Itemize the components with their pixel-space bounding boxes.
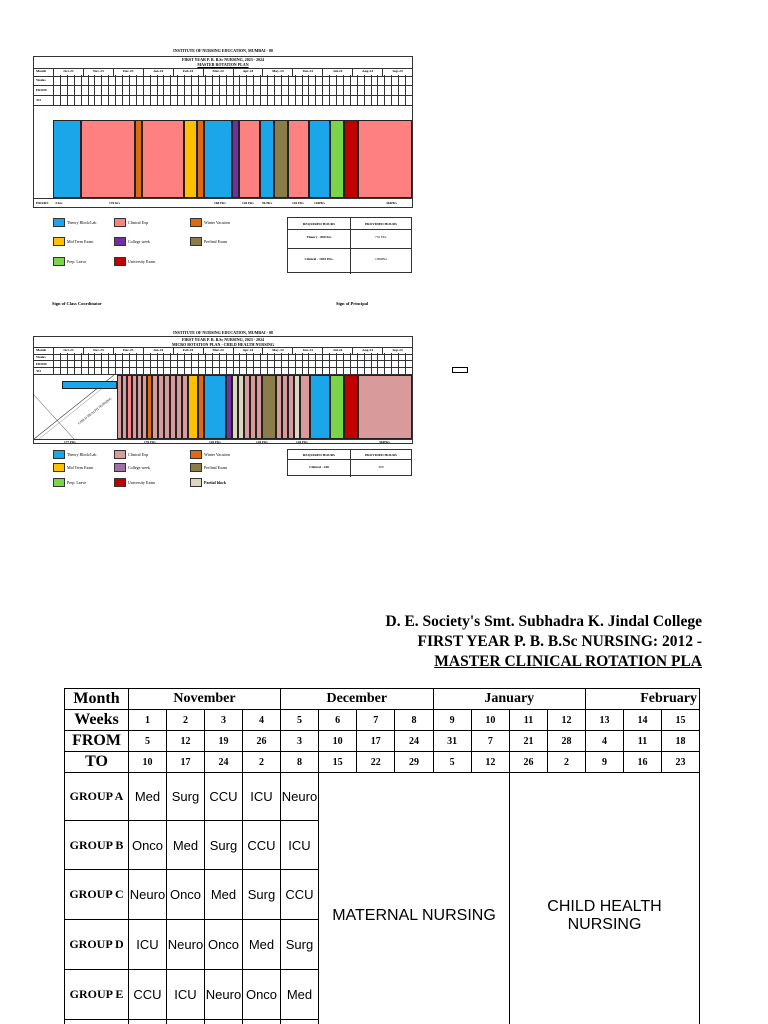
hours1-theory-prov: 735 Hrs. — [374, 235, 388, 239]
mini-month-label: Jun-24 — [292, 348, 322, 354]
month-label: Month — [65, 689, 129, 710]
hours1-required-header: REQUIRED HOURS — [302, 222, 336, 226]
from-cell: 17 — [357, 731, 395, 752]
weeks-cell: 3 — [205, 710, 243, 731]
mini-month-label: May-24 — [262, 348, 292, 354]
mini-month-label: Dec-23 — [113, 69, 143, 76]
weeks-label: Weeks — [65, 710, 129, 731]
legend2-midterm: Mid Term Exam — [67, 465, 94, 470]
group-a-cell: Neuro — [281, 773, 319, 821]
group-f-cell — [129, 1020, 167, 1024]
weeks-cell: 15 — [662, 710, 700, 731]
legend2-prefinal: Prefinal Exam — [204, 465, 227, 470]
legend2-university: University Exam — [128, 480, 156, 485]
group-b-cell: Med — [167, 821, 205, 870]
maternal-nursing-block: MATERNAL NURSING — [319, 773, 510, 1024]
from-cell: 3 — [281, 731, 319, 752]
from-cell: 18 — [662, 731, 700, 752]
group-b-cell: ICU — [281, 821, 319, 870]
from-cell: 26 — [243, 731, 281, 752]
group-e-cell: ICU — [167, 970, 205, 1020]
mini-month-label: Feb-24 — [173, 69, 203, 76]
child-health-nursing-block: CHILD HEALTH NURSING — [510, 773, 700, 1024]
chart1-hours-3: 126 Hrs — [242, 201, 254, 205]
sign-class-coordinator: Sign of Class Coordinator — [52, 301, 102, 306]
weeks-cell: 4 — [243, 710, 281, 731]
mini-month-label: Feb-24 — [173, 348, 203, 354]
to-label: TO — [65, 752, 129, 773]
group-e-cell: Neuro — [205, 970, 243, 1020]
chart2-diag-text: CHILD HEALTH NURSING — [77, 396, 113, 426]
to-cell: 10 — [129, 752, 167, 773]
to-cell: 8 — [281, 752, 319, 773]
mini-month-label: Oct-23 — [53, 69, 83, 76]
legend-prep: Prep. Leave — [67, 259, 87, 264]
legend2-prep: Prep. Leave — [67, 480, 87, 485]
to-cell: 24 — [205, 752, 243, 773]
group-d-cell: Surg — [281, 920, 319, 970]
to-cell: 9 — [586, 752, 624, 773]
legend-prefinal: Prefinal Exam — [204, 239, 227, 244]
from-cell: 4 — [586, 731, 624, 752]
mini-month-label: Sep-24 — [382, 69, 412, 76]
weeks-cell: 14 — [624, 710, 662, 731]
group-f-cell — [205, 1020, 243, 1024]
from-cell: 5 — [129, 731, 167, 752]
group-b-cell: Surg — [205, 821, 243, 870]
month-december: December — [281, 689, 434, 710]
from-cell: 31 — [433, 731, 471, 752]
hours1-provided-header: PROVIDED HOURS — [365, 222, 397, 226]
group-e-label: GROUP E — [65, 970, 129, 1020]
group-d-cell: Med — [243, 920, 281, 970]
group-e-cell: Med — [281, 970, 319, 1020]
plan-title: MASTER CLINICAL ROTATION PLA — [434, 653, 702, 670]
chart1-hours-5: 126 Hrs — [292, 201, 304, 205]
group-a-label: GROUP A — [65, 773, 129, 821]
college-name: D. E. Society's Smt. Subhadra K. Jindal College — [385, 613, 702, 630]
group-c-label: GROUP C — [65, 870, 129, 920]
legend2-partial: Partial block — [204, 480, 227, 485]
chart2-from-label: FROM — [36, 362, 47, 366]
chart1-hours-0: 4 hrs — [55, 201, 63, 205]
group-a-cell: Surg — [167, 773, 205, 821]
chart1-plan: MASTER ROTATION PLAN — [197, 62, 249, 67]
group-a-cell: CCU — [205, 773, 243, 821]
chart1-hours-1: 176 hrs — [109, 201, 120, 205]
to-cell: 17 — [167, 752, 205, 773]
legend-theory: Theory Block/Lab — [67, 220, 97, 225]
from-label: FROM — [65, 731, 129, 752]
row-group-a — [65, 773, 700, 821]
chart2-to-label: TO — [36, 369, 41, 373]
group-c-cell: Med — [205, 870, 243, 920]
mini-month-label: Jan-24 — [143, 69, 173, 76]
chart2-plan: MICRO ROTATION PLAN - CHILD HEALTH NURSING — [172, 342, 274, 347]
to-cell: 2 — [243, 752, 281, 773]
legend-college: College week — [128, 239, 150, 244]
chart1-hours-4: 96 Hrs — [262, 201, 273, 205]
chart1-weeks-label: Weeks — [36, 78, 46, 82]
mini-month-label: Oct-23 — [53, 348, 83, 354]
month-february: February — [586, 689, 700, 710]
legend-clinical: Clinical Exp — [128, 220, 149, 225]
legend2-clinical: Clinical Exp — [128, 452, 149, 457]
to-cell: 29 — [395, 752, 433, 773]
legend2-winter: Winter Vacation — [204, 452, 230, 457]
from-cell: 12 — [167, 731, 205, 752]
hours2-required-header: REQUIRED HOURS — [302, 453, 336, 457]
row-to — [65, 752, 700, 773]
group-c-cell: Neuro — [129, 870, 167, 920]
mini-month-label: Dec-23 — [113, 348, 143, 354]
legend2-college: College week — [128, 465, 150, 470]
chart1-month-label: Month — [36, 69, 47, 73]
to-cell: 5 — [433, 752, 471, 773]
group-d-cell: Neuro — [167, 920, 205, 970]
rotation-table — [64, 688, 700, 1024]
mini-month-label: Mar-24 — [203, 69, 233, 76]
chart2-hours-3: 126 Hrs — [256, 440, 268, 444]
chart1-hours-label: HOURS — [36, 201, 49, 205]
legend-university: University Exam — [128, 259, 156, 264]
from-cell: 24 — [395, 731, 433, 752]
weeks-cell: 5 — [281, 710, 319, 731]
mini-month-label: Apr-24 — [233, 69, 263, 76]
sign-principal: Sign of Principal — [336, 301, 369, 306]
mini-month-label: Aug-24 — [352, 69, 382, 76]
from-cell: 21 — [510, 731, 548, 752]
from-cell: 10 — [319, 731, 357, 752]
weeks-cell: 12 — [548, 710, 586, 731]
month-january: January — [433, 689, 585, 710]
chart2-weeks-label: Weeks — [36, 355, 46, 359]
chart1-hours-6: 126Hrs — [314, 201, 325, 205]
hours2-clinical-prov: 300 — [378, 465, 384, 469]
group-d-label: GROUP D — [65, 920, 129, 970]
mini-month-label: Jul-24 — [322, 348, 352, 354]
chart2-institute: INSTITUTE OF NURSING EDUCATION, MUMBAI - 08 — [173, 330, 273, 335]
chart2-course: FIRST YEAR P. B. B.Sc NURSING, 2023 - 2024 — [181, 337, 265, 342]
to-cell: 26 — [510, 752, 548, 773]
weeks-cell: 10 — [471, 710, 509, 731]
chart2-month-label: Month — [36, 348, 47, 352]
legend-midterm: Mid Term Exam — [67, 239, 94, 244]
chart1-course: FIRST YEAR P. B. B.Sc NURSING, 2023 - 2024 — [181, 57, 265, 62]
group-e-cell: CCU — [129, 970, 167, 1020]
group-e-cell: Onco — [243, 970, 281, 1020]
hours1-clinical-prov: 1066Hrs — [374, 257, 388, 261]
mini-month-label: Jan-24 — [143, 348, 173, 354]
chart1-to-label: TO — [36, 98, 41, 102]
from-cell: 28 — [548, 731, 586, 752]
weeks-cell: 2 — [167, 710, 205, 731]
weeks-cell: 1 — [129, 710, 167, 731]
group-c-cell: Surg — [243, 870, 281, 920]
month-november: November — [129, 689, 281, 710]
course-title: FIRST YEAR P. B. B.Sc NURSING: 2012 - — [417, 633, 702, 650]
chart2-hours-0: 177 Hrs — [64, 440, 76, 444]
weeks-cell: 6 — [319, 710, 357, 731]
mini-month-label: Nov-23 — [83, 348, 113, 354]
group-f-cell — [243, 1020, 281, 1024]
chart2-hours-1: 176 Hrs — [144, 440, 156, 444]
hours1-clinical-req: Clinical - 1035 Hrs. — [304, 257, 334, 261]
group-c-cell: CCU — [281, 870, 319, 920]
to-cell: 23 — [662, 752, 700, 773]
row-from — [65, 731, 700, 752]
mini-month-label: Nov-23 — [83, 69, 113, 76]
weeks-cell: 7 — [357, 710, 395, 731]
group-c-cell: Onco — [167, 870, 205, 920]
group-f-cell — [281, 1020, 319, 1024]
to-cell: 16 — [624, 752, 662, 773]
group-b-cell: Onco — [129, 821, 167, 870]
from-cell: 11 — [624, 731, 662, 752]
chart1-hours-7: 364Hrs — [386, 201, 397, 205]
mini-month-label: Jun-24 — [292, 69, 322, 76]
mini-month-label: Sep-24 — [382, 348, 412, 354]
to-cell: 2 — [548, 752, 586, 773]
chart2-hours-4: 126 Hrs — [296, 440, 308, 444]
mini-month-label: Aug-24 — [352, 348, 382, 354]
chart1-institute: INSTITUTE OF NURSING EDUCATION, MUMBAI - 08 — [173, 48, 273, 53]
group-f-label — [65, 1020, 129, 1024]
row-month — [65, 689, 700, 710]
from-cell: 7 — [471, 731, 509, 752]
hours2-provided-header: PROVIDED HOURS — [365, 453, 397, 457]
chart1-from-label: FROM — [36, 88, 47, 92]
legend-winter: Winter Vacation — [204, 220, 230, 225]
legend2-theory: Theory Block/Lab — [67, 452, 97, 457]
to-cell: 12 — [471, 752, 509, 773]
to-cell: 15 — [319, 752, 357, 773]
weeks-cell: 9 — [433, 710, 471, 731]
hours1-theory-req: Theory - 800 hrs — [306, 235, 332, 239]
group-b-label: GROUP B — [65, 821, 129, 870]
chart2-hours-2: 126 Hrs — [209, 440, 221, 444]
group-d-cell: Onco — [205, 920, 243, 970]
chart2-hours-5: 364Hrs — [379, 440, 390, 444]
group-a-cell: Med — [129, 773, 167, 821]
chart1-hours-2: 168 Hrs — [214, 201, 226, 205]
weeks-cell: 13 — [586, 710, 624, 731]
row-weeks — [65, 710, 700, 731]
hours2-clinical-req: Clinical - 240 — [309, 465, 329, 469]
to-cell: 22 — [357, 752, 395, 773]
mini-month-label: Apr-24 — [233, 348, 263, 354]
mini-month-label: Jul-24 — [322, 69, 352, 76]
group-b-cell: CCU — [243, 821, 281, 870]
weeks-cell: 11 — [510, 710, 548, 731]
group-d-cell: ICU — [129, 920, 167, 970]
mini-month-label: May-24 — [262, 69, 292, 76]
weeks-cell: 8 — [395, 710, 433, 731]
mini-month-label: Mar-24 — [203, 348, 233, 354]
from-cell: 19 — [205, 731, 243, 752]
group-a-cell: ICU — [243, 773, 281, 821]
group-f-cell — [167, 1020, 205, 1024]
